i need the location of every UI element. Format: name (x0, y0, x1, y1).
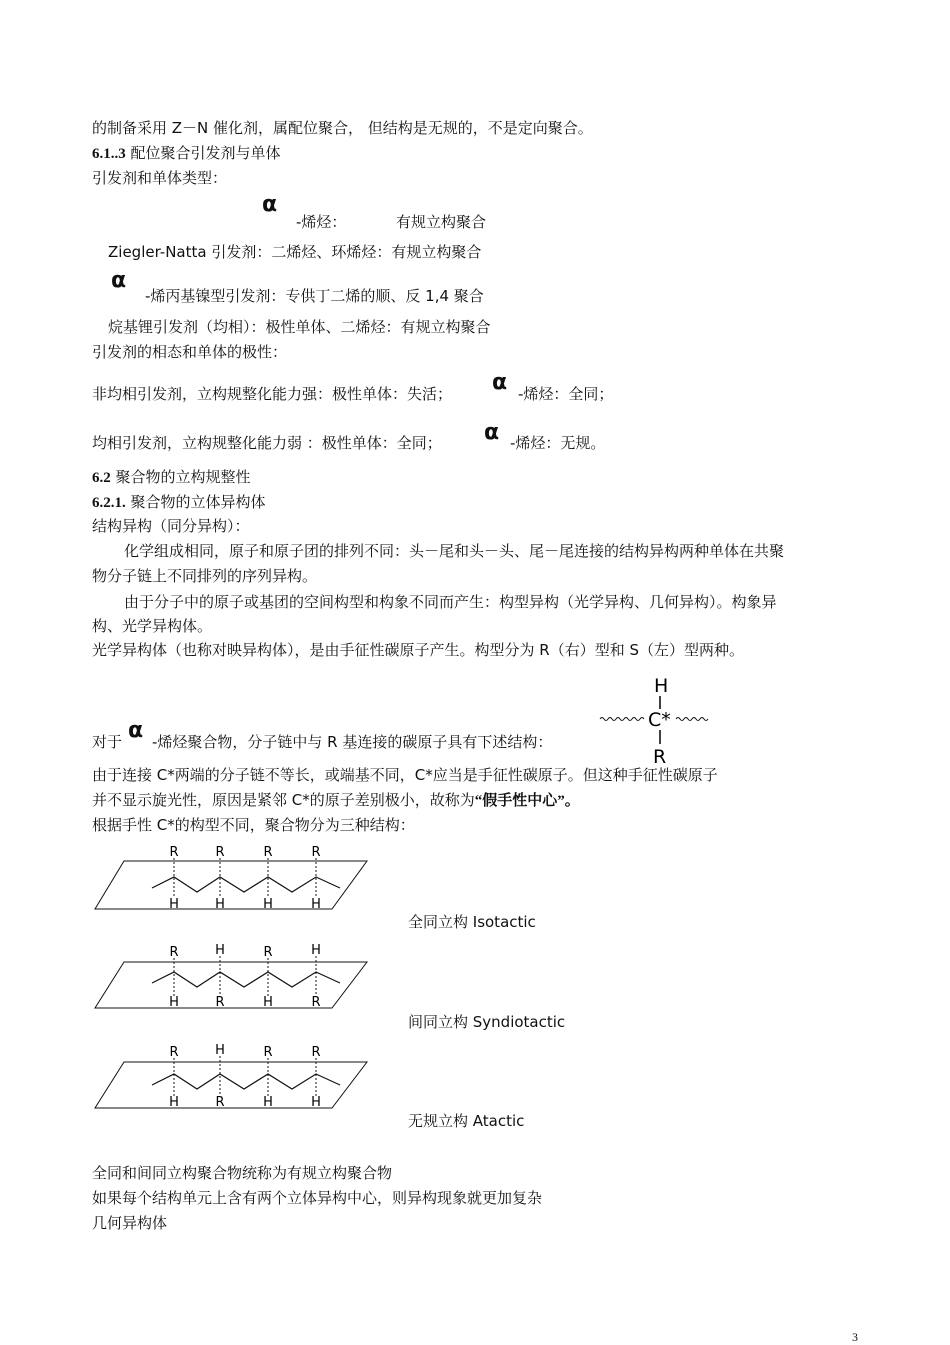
top-substituent: H (215, 943, 225, 958)
top-substituent: R (169, 845, 179, 860)
text-line: 均相引发剂，立构规整化能力弱 ：极性单体：全同； (92, 434, 442, 452)
text-line: 化学组成相同，原子和原子团的排列不同：头－尾和头－头、尾－尾连接的结构异构两种单体在共聚 (124, 542, 785, 560)
plane (95, 861, 367, 909)
alpha-symbol: α (262, 192, 278, 217)
pseudo-chiral-term: “假手性中心”。 (474, 793, 580, 809)
structure-center-label: C* (648, 709, 671, 731)
syndiotactic-diagram (92, 938, 372, 1010)
text-line: 由于分子中的原子或基团的空间构型和构象不同而产生：构型异构（光学异构、几何异构）。构象异 (124, 593, 777, 611)
top-substituent: R (311, 845, 321, 860)
atactic-diagram (92, 1038, 372, 1110)
top-substituent: R (311, 1045, 321, 1060)
top-substituent: R (263, 845, 273, 860)
structure-bottom-label: R (653, 746, 667, 766)
text-line: 有规立构聚合 (396, 213, 487, 231)
text-line: -烯烃聚合物，分子链中与 R 基连接的碳原子具有下述结构： (152, 733, 553, 751)
text-line: 的制备采用 Z－N 催化剂，属配位聚合， 但结构是无规的，不是定向聚合。 (92, 119, 593, 137)
top-substituent: R (263, 1045, 273, 1060)
text-line: 根据手性 C*的构型不同，聚合物分为三种结构： (92, 816, 415, 834)
text-line: 对于 (92, 733, 123, 751)
text-line: -烯烃：全同； (518, 385, 614, 403)
isotactic-label: 全同立构 Isotactic (408, 913, 536, 931)
text-line: 引发剂的相态和单体的极性： (92, 343, 288, 361)
text-line: 构、光学异构体。 (92, 617, 213, 635)
text-line: -烯烃：无规。 (510, 434, 606, 452)
alpha-symbol: α (111, 268, 127, 293)
top-substituent: R (263, 945, 273, 960)
top-substituent: H (215, 1043, 225, 1058)
plane (95, 1062, 367, 1108)
heading-number: 6.2 (92, 470, 111, 486)
heading-6-2 (92, 467, 251, 488)
heading-6-1-3 (92, 143, 281, 164)
bottom-substituent: H (263, 897, 273, 912)
alpha-symbol: α (492, 370, 508, 395)
text-line: 非均相引发剂，立构规整化能力强：极性单体：失活； (92, 385, 453, 403)
alpha-symbol: α (484, 420, 500, 445)
alpha-symbol: α (128, 718, 144, 743)
bottom-substituent: H (169, 995, 179, 1010)
heading-text: 聚合物的立体异构体 (130, 493, 266, 511)
text-line: 全同和间同立构聚合物统称为有规立构聚合物 (92, 1164, 393, 1182)
page-number: 3 (852, 1330, 858, 1344)
bottom-substituent: H (215, 897, 225, 912)
text-segment: 并不显示旋光性，原因是紧邻 C*的原子差别极小，故称为 (92, 791, 475, 809)
bottom-substituent: H (263, 995, 273, 1010)
text-line: 几何异构体 (92, 1214, 168, 1232)
text-line: 引发剂和单体类型： (92, 169, 228, 187)
top-substituent: R (215, 845, 225, 860)
chiral-carbon-structure (596, 672, 720, 766)
bottom-substituent: R (215, 1095, 225, 1110)
top-substituent: R (169, 945, 179, 960)
text-line: -烯丙基镍型引发剂：专供丁二烯的顺、反 1,4 聚合 (145, 287, 484, 305)
heading-text: 配位聚合引发剂与单体 (130, 144, 281, 162)
bottom-substituent: H (311, 897, 321, 912)
bottom-substituent: H (311, 1095, 321, 1110)
bottom-substituent: H (169, 1095, 179, 1110)
heading-6-2-1 (92, 492, 266, 513)
chain-right (676, 718, 708, 721)
bottom-substituent: R (215, 995, 225, 1010)
text-line: 物分子链上不同排列的序列异构。 (92, 567, 318, 585)
heading-number: 6.2.1. (92, 495, 126, 511)
plane (95, 962, 367, 1008)
backbone-chain (152, 877, 340, 892)
text-line: -烯烃： (296, 213, 347, 231)
bottom-substituent: H (263, 1095, 273, 1110)
top-substituent: H (311, 943, 321, 958)
backbone-chain (152, 1074, 340, 1089)
text-line: 结构异构（同分异构）： (92, 517, 250, 535)
syndiotactic-label: 间同立构 Syndiotactic (408, 1013, 566, 1031)
text-line: 如果每个结构单元上含有两个立体异构中心，则异构现象就更加复杂 (92, 1189, 543, 1207)
structure-top-label: H (654, 675, 669, 697)
text-line: Ziegler-Natta 引发剂：二烯烃、环烯烃：有规立构聚合 (108, 243, 482, 261)
bottom-substituent: H (169, 897, 179, 912)
isotactic-diagram (92, 842, 372, 912)
text-line: 光学异构体（也称对映异构体），是由手征性碳原子产生。构型分为 R（右）型和 S（左）型两种。 (92, 641, 744, 659)
text-line (92, 790, 580, 811)
top-substituent: R (169, 1045, 179, 1060)
heading-text: 聚合物的立构规整性 (115, 468, 251, 486)
text-line: 由于连接 C*两端的分子链不等长，或端基不同，C*应当是手征性碳原子。但这种手征性碳原子 (92, 766, 718, 784)
atactic-label: 无规立构 Atactic (408, 1112, 525, 1130)
backbone-chain (152, 972, 340, 987)
text-line: 烷基锂引发剂（均相）：极性单体、二烯烃：有规立构聚合 (108, 318, 491, 336)
bottom-substituent: R (311, 995, 321, 1010)
heading-number: 6.1..3 (92, 146, 126, 162)
chain-left (600, 718, 644, 721)
